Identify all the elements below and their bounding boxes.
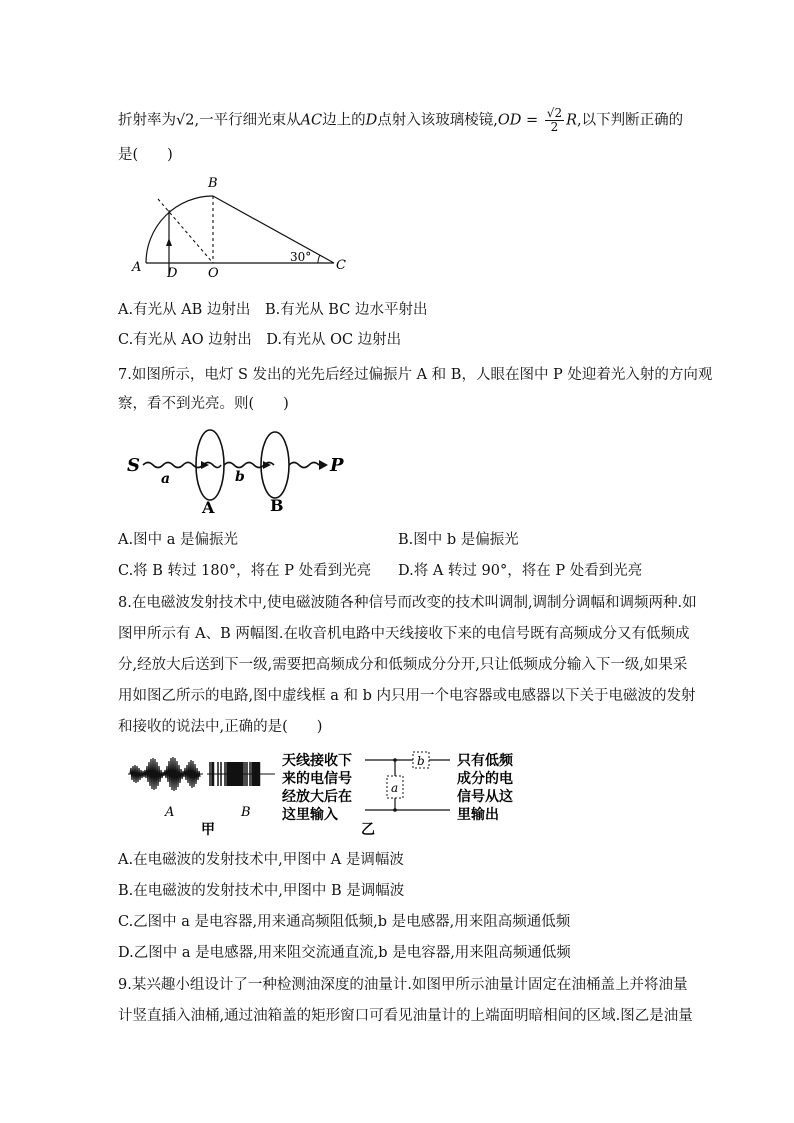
q8-figure — [125, 748, 525, 840]
svg-text:经放大后在: 经放大后在 — [282, 789, 352, 805]
label-angle: 30° — [290, 250, 312, 264]
arc-AB — [146, 196, 213, 263]
label-yi: 乙 — [361, 822, 375, 838]
label-B: B — [208, 176, 218, 191]
label-A: A — [132, 260, 142, 275]
input-caption — [282, 752, 352, 823]
label-A: A — [165, 805, 175, 820]
am-wave-A — [128, 757, 203, 791]
angle-arc — [318, 255, 320, 263]
label-S: S — [127, 455, 140, 476]
q8-option-D: D.乙图中 a 是电感器,用来阻交流通直流,b 是电容器,用来阻高频通低频 — [118, 945, 571, 961]
q6-prism-figure — [118, 170, 358, 280]
q7-option-C: C.将 B 转过 180°，将在 P 处看到光亮 — [118, 563, 372, 579]
fm-wave-B — [207, 762, 275, 786]
svg-text:里输出: 里输出 — [457, 807, 499, 823]
label-a: a — [391, 781, 399, 795]
label-B: B — [241, 805, 251, 820]
q6-options-row1: A.有光从 AB 边射出 B.有光从 BC 边水平射出 — [118, 302, 428, 318]
q9-line2: 计竖直插入油桶,通过油箱盖的矩形窗口可看见油量计的上端面明暗相间的区域.图乙是油量 — [118, 1008, 693, 1024]
q8-line2: 图甲所示有 A、B 两幅图.在收音机电路中天线接收下来的电信号既有高频成分又有低频成 — [118, 626, 690, 642]
q7-line2: 察，看不到光亮。则( ) — [118, 396, 289, 412]
polarizer-A — [196, 430, 224, 500]
fraction-sqrt2-over-2: $\frac{√2}{2}$ — [546, 106, 563, 134]
edge-BC — [213, 196, 334, 263]
q7-polarizer-figure — [125, 425, 355, 517]
dashed-normal — [158, 199, 213, 263]
q7-option-D: D.将 A 转过 90°，将在 P 处看到光亮 — [398, 563, 643, 579]
q6-line2: 是( ) — [118, 147, 173, 163]
label-C: C — [336, 258, 346, 273]
q7-option-B: B.图中 b 是偏振光 — [398, 532, 519, 548]
q6-line1: 折射率为√2,一平行细光束从AC边上的D点射入该玻璃棱镜,OD = $\frac{√2}{2}$ R,以下判断正确的 — [118, 106, 684, 134]
q7-line1: 7.如图所示，电灯 S 发出的光先后经过偏振片 A 和 B，人眼在图中 P 处迎着光入射的方向观 — [118, 367, 713, 383]
q8-line3: 分,经放大后送到下一级,需要把高频成分和低频成分分开,只让低频成分输入下一级,如果采 — [118, 657, 688, 673]
label-b: b — [235, 469, 245, 485]
label-a: a — [161, 471, 171, 487]
q8-option-A: A.在电磁波的发射技术中,甲图中 A 是调幅波 — [118, 852, 404, 868]
q8-line5: 和接收的说法中,正确的是( ) — [118, 719, 323, 735]
label-B: B — [270, 496, 284, 515]
q8-option-B: B.在电磁波的发射技术中,甲图中 B 是调幅波 — [118, 883, 405, 899]
svg-text:只有低频: 只有低频 — [457, 753, 513, 769]
q8-line4: 用如图乙所示的电路,图中虚线框 a 和 b 内只用一个电容器或电感器以下关于电磁波的发射 — [118, 688, 696, 704]
label-A: A — [202, 498, 215, 517]
arrow-out — [319, 460, 328, 470]
svg-text:成分的电: 成分的电 — [457, 771, 513, 787]
q8-option-C: C.乙图中 a 是电容器,用来通高频阻低频,b 是电感器,用来阻高频通低频 — [118, 914, 571, 930]
label-jia: 甲 — [201, 822, 215, 838]
ray-arrow — [166, 238, 172, 246]
svg-text:天线接收下: 天线接收下 — [282, 753, 352, 769]
label-D: D — [167, 266, 178, 280]
svg-text:来的电信号: 来的电信号 — [282, 771, 352, 787]
circuit-yi — [365, 752, 450, 812]
label-b: b — [417, 754, 425, 768]
wave-out — [289, 463, 319, 468]
q7-option-A: A.图中 a 是偏振光 — [118, 532, 238, 548]
label-O: O — [208, 266, 219, 280]
q9-line1: 9.某兴趣小组设计了一种检测油深度的油量计.如图甲所示油量计固定在油桶盖上并将油量 — [118, 977, 688, 993]
label-P: P — [330, 455, 344, 476]
svg-text:信号从这: 信号从这 — [457, 789, 513, 805]
q6-options-row2: C.有光从 AO 边射出 D.有光从 OC 边射出 — [118, 332, 402, 348]
q8-line1: 8.在电磁波发射技术中,使电磁波随各种信号而改变的技术叫调制,调制分调幅和调频两种.如 — [118, 595, 697, 611]
output-caption — [457, 752, 514, 823]
svg-text:这里输入: 这里输入 — [282, 807, 338, 823]
wave-a — [143, 463, 221, 468]
